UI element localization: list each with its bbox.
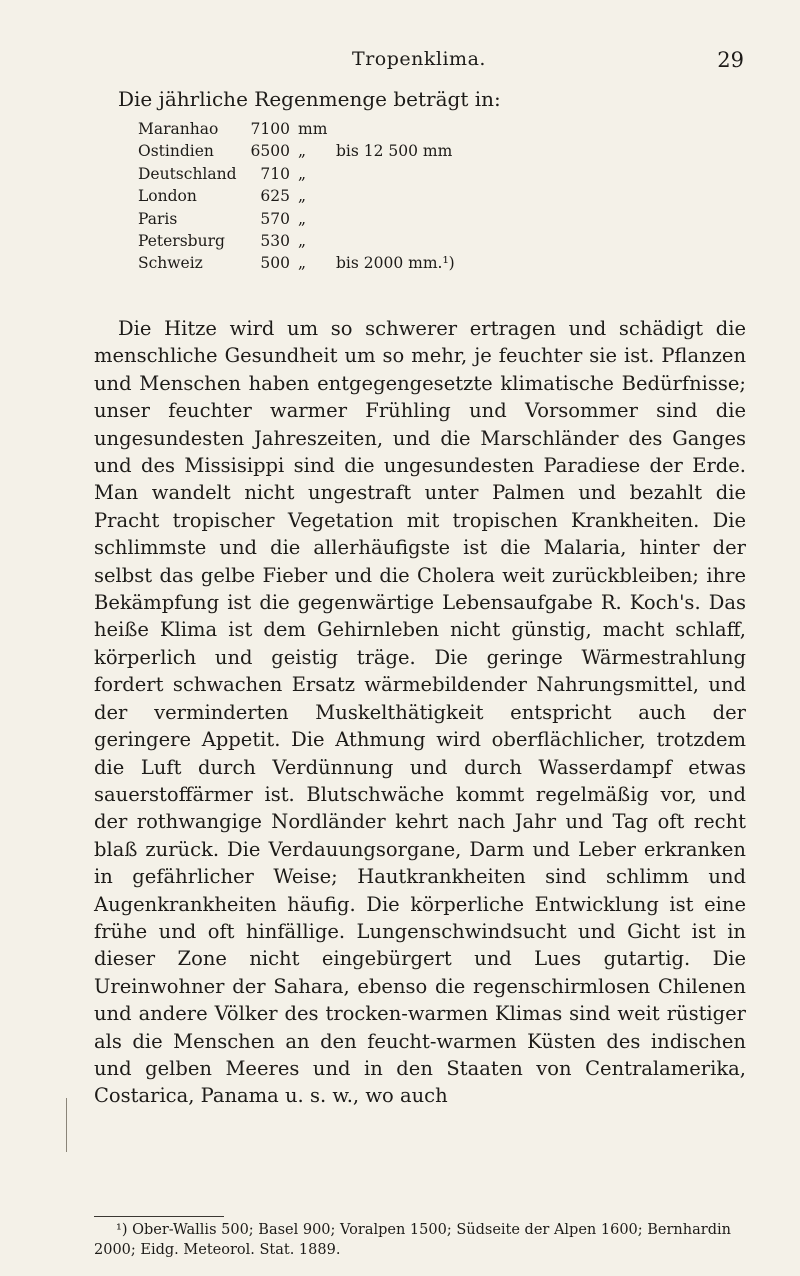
- page-number: 29: [717, 48, 744, 72]
- margin-mark: [66, 1098, 81, 1152]
- rainfall-unit: „: [298, 164, 307, 183]
- rainfall-value: 6500: [250, 142, 290, 161]
- rainfall-value: 7100: [250, 120, 290, 138]
- rainfall-value: 570: [260, 209, 290, 228]
- rainfall-place: Deutschland: [138, 164, 237, 183]
- rainfall-value: 530: [260, 231, 290, 250]
- rainfall-place: Maranhao: [138, 120, 219, 138]
- running-head: [94, 48, 744, 78]
- rainfall-place: London: [138, 187, 197, 206]
- rainfall-value: 710: [260, 164, 290, 183]
- rainfall-unit: „: [298, 209, 307, 228]
- main-paragraph: Die Hitze wird um so schwerer ertragen und schädigt die menschliche Gesundheit um so mehr, je feuchter sie ist. Pflanzen und Menschen haben entgegengesetzte klimatische Bedürfnisse; unser feuchter warmer Frühling und Vorsommer sind die ungesundesten Jahreszeiten, und die Marschländer des Ganges und des Missisippi sind die ungesundesten Paradiese der Erde. Man wandelt nicht ungestraft unter Palmen und bezahlt die Pracht tropischer Vegetation mit tropischen Krankheiten. Die schlimmste und die allerhäufigste ist die Malaria, hinter der selbst das gelbe Fieber und die Cholera weit zurückbleiben; ihre Bekämpfung ist die gegenwärtige Lebensaufgabe R. Koch's. Das heiße Klima ist dem Gehirnleben nicht günstig, macht schlaff, körperlich und geistig träge. Die geringe Wärmestrahlung fordert schwachen Ersatz wärmebildender Nahrungsmittel, und der verminderten Muskelthätigkeit entspricht auch der geringere Appetit. Die Athmung wird oberflächlicher, trotzdem die Luft durch Verdünnung und durch Wasserdampf etwas sauerstoffärmer ist. Blutschwäche kommt regelmäßig vor, und der rothwangige Nordländer kehrt nach Jahr und Tag oft recht blaß zurück. Die Verdauungsorgane, Darm und Leber erkranken in gefährlicher Weise; Hautkrankheiten sind schlimm und Augenkrankheiten häufig. Die körperliche Entwicklung ist eine frühe und oft hinfällige. Lungenschwindsucht und Gicht ist in dieser Zone nicht eingebürgert und Lues gutartig. Die Ureinwohner der Sahara, ebenso die regenschirmlosen Chilenen und andere Völker des trocken-warmen Klimas sind weit rüstiger als die Menschen an den feucht-warmen Küsten des indischen und gelben Meeres und in den Staaten von Centralamerika, Costarica, Panama u. s. w., wo auch: [94, 317, 746, 1108]
- rainfall-unit: „: [298, 142, 307, 161]
- rainfall-unit: mm: [298, 120, 328, 138]
- rainfall-unit: „: [298, 254, 307, 273]
- rainfall-extra: bis 12 500 mm: [336, 142, 453, 161]
- rainfall-unit: „: [298, 187, 307, 206]
- running-title: Tropenklima.: [352, 48, 486, 70]
- footnote: ¹) Ober-Wallis 500; Basel 900; Voralpen 1500; Südseite der Alpen 1600; Bernhardin 2000; Eidg. Meteorol. Stat. 1889.: [94, 1222, 731, 1258]
- footnote-rule: [94, 1216, 224, 1217]
- rainfall-value: 625: [260, 187, 290, 206]
- rainfall-unit: „: [298, 231, 307, 250]
- rainfall-place: Paris: [138, 209, 178, 228]
- rainfall-place: Petersburg: [138, 231, 225, 250]
- rainfall-value: 500: [260, 254, 290, 273]
- rainfall-place: Ostindien: [138, 142, 214, 161]
- rainfall-place: Schweiz: [138, 254, 203, 273]
- intro-line: Die jährliche Regenmenge beträgt in:: [118, 87, 501, 111]
- rainfall-extra: bis 2000 mm.¹): [336, 254, 455, 273]
